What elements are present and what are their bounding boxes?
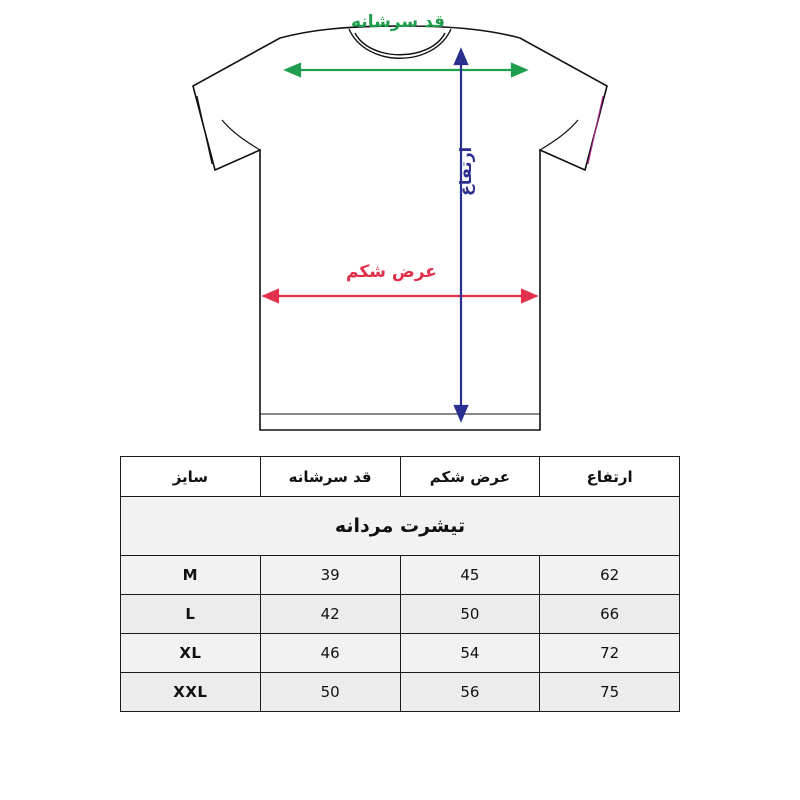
- cell-height: 72: [540, 634, 680, 673]
- cell-height: 66: [540, 595, 680, 634]
- cell-shoulder: 50: [260, 673, 400, 712]
- cell-shoulder: 46: [260, 634, 400, 673]
- table-header-row: [121, 457, 680, 497]
- tshirt-outline: [193, 26, 607, 430]
- cell-height: 75: [540, 673, 680, 712]
- cell-height: 62: [540, 556, 680, 595]
- cell-size: XL: [121, 634, 261, 673]
- column-header-chest: عرض شکم: [400, 457, 540, 497]
- cell-shoulder: 39: [260, 556, 400, 595]
- cell-size: XXL: [121, 673, 261, 712]
- height-dimension-label: ارتفاع: [456, 146, 475, 196]
- chest-dimension-label: عرض شکم: [346, 262, 437, 282]
- cell-chest: 50: [400, 595, 540, 634]
- table-row: [121, 556, 680, 595]
- cell-size: L: [121, 595, 261, 634]
- column-header-size: سایز: [121, 457, 261, 497]
- table-row: [121, 595, 680, 634]
- column-header-height: ارتفاع: [540, 457, 680, 497]
- table-title-row: [121, 497, 680, 556]
- cell-chest: 56: [400, 673, 540, 712]
- table-title: تیشرت مردانه: [121, 497, 680, 556]
- size-table: [120, 456, 680, 712]
- cell-chest: 45: [400, 556, 540, 595]
- size-table-container: [120, 456, 680, 712]
- cell-chest: 54: [400, 634, 540, 673]
- cell-shoulder: 42: [260, 595, 400, 634]
- shoulder-dimension-label: قد سرشانه: [351, 12, 445, 32]
- column-header-shoulder: قد سرشانه: [260, 457, 400, 497]
- cell-size: M: [121, 556, 261, 595]
- table-row: [121, 673, 680, 712]
- table-row: [121, 634, 680, 673]
